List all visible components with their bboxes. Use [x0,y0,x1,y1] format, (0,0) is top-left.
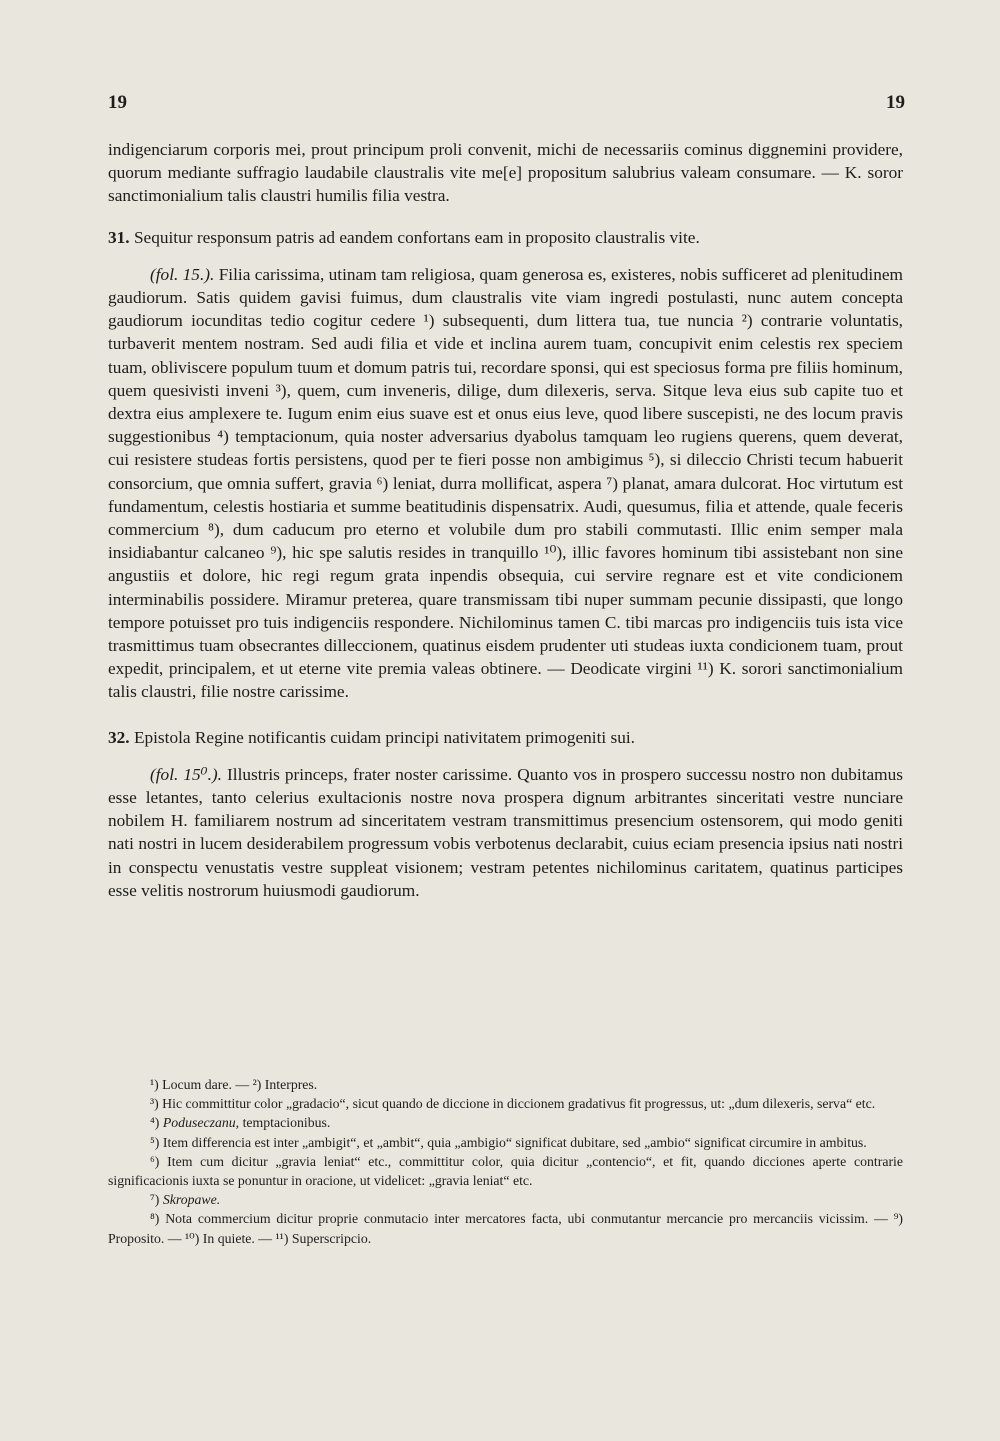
footnote-1-2: ¹) Locum dare. — ²) Interpres. [150,1077,318,1092]
page-number-right: 19 [886,92,905,113]
letter-31-text: Filia carissima, utinam tam religiosa, quam generosa es, existeres, nobis sufficeret ad plenitudinem gaudiorum. Satis quidem gavisi fuimus, dum claustralis vite viam ingredi postulasti, nunc autem concepta gaudiorum iocunditas tedio cogitur cedere ¹) subsequenti, dum littera tua, tue nuncia ²) contrarie voluntatis, turbaverit mentem nostram. Sed audi filia et vide et inclina aurem tuam, concupivit enim celestis rex speciem tuam, obliviscere populum tuum et domum patris tui, recordare sponsi, qui est speciosus forma pre filiis hominum, quem quesivisti inveni ³), quem, cum inveneris, dilige, dum dilexeris, serva. Sitque leva eius sub capite tuo et dextra eius amplexere te. Iugum enim eius suave est et onus eius leve, quod libere suscepisti, ne des locum pravis suggestionibus ⁴) temptacionum, quia noster adversarius dyabolus tamquam leo rugiens querens, quem deverat, cui resistere studeas fortis persistens, quod per te fieri posse non ambigimus ⁵), si dileccio Christi tecum habuerit consorcium, que omnia suffert, gravia ⁶) leniat, durra mollificat, aspera ⁷) planat, amara dulcorat. Hoc virtutum est fundamentum, celestis hostiaria et summe beatitudinis dispensatrix. Audi, quesumus, filia et attende, quale feceris commercium ⁸), dum caducum pro eterno et volubile dum pro stabili commutasti. Illic enim semper mala insidiabantur calcaneo ⁹), hic spe salutis resides in tranquillo ¹⁰), illic favores hominum tibi assistebant non sine angustiis et dolore, hic regi regum grata inpendis obsequia, cui servire regnare est et vite condicionem interminabilis possidere. Miramur preterea, quare transmissam tibi nuper summam pecunie dissipasti, que longo tempore potuisset pro tuis indigenciis respondere. Nichilominus tamen C. tibi marcas pro indigenciis tuis ista vice trasmittimus tuam obsecrantes dilleccionem, quatinus eisdem prudenter uti studeas iuxta condicionem tuam, prout expedit, principalem, et ut eterne vite premia valeas obtinere. — Deodicate virgini ¹¹) K. sorori sanctimonialium talis claustri, filie nostre carissime. [108,264,903,702]
footnote-4 [108,1113,903,1132]
paragraph-continued: indigenciarum corporis mei, prout principum proli convenit, michi de necessariis cominus diggnemini providere, quorum mediante suffragio laudabile claustralis vite me[e] propositum salubrius valeam consumare. — K. soror sanctimonialium talis claustri humilis filia vestra. [108,140,903,206]
main-text [108,138,903,902]
footnote-5: ⁵) Item differencia est inter „ambigit“, et „ambit“, quia „ambigio“ significat dubitare, sed „ambio“ significat circumire in ambitus. [150,1134,867,1150]
letter-heading-32 [108,726,903,749]
footnote-4-text: temptacionibus. [242,1115,331,1131]
footnote-8-11: ⁸) Nota commercium dicitur proprie conmutacio inter mercatores facta, ubi conmutantur mercancie pro mercanciis vicissim. — ⁹) Proposito. — ¹⁰) In quiete. — ¹¹) Superscripcio. [108,1211,903,1246]
footnote-7-term: Skropawe. [162,1192,221,1208]
letter-number-32: 32. [108,727,130,747]
footnote-7-number: ⁷) [150,1192,160,1208]
letter-31-body [108,263,903,704]
footnote-6: ⁶) Item cum dicitur „gravia leniat“ etc., committitur color, quia dicitur „contencio“, et fit, quando dicciones aperte contrarie significacionis iuxta se ponuntur in oracione, ut videlicet: „gravia leniat“ etc. [108,1153,903,1189]
footnotes [108,1075,903,1248]
footnote-3: ³) Hic committitur color „gradacio“, sicut quando de diccione in diccionem gradativus fit progressus, ut: „dum dilexeris, serva“ etc. [150,1096,876,1112]
letter-title-32: Epistola Regine notificantis cuidam principi nativitatem primogeniti sui. [133,727,635,747]
letter-32-body [108,763,903,902]
folio-reference-32: (fol. 15⁰.). [150,764,222,784]
letter-32-text: Illustris princeps, frater noster carissime. Quanto vos in prospero successu nostro non dubitamus esse letantes, tanto celerius exultacionis nostre nova prospera dignum arbitrantes sinceritati vestre nunciare nobilem H. familiarem nostrum ad sinceritatem vestram transmittimus presencium ostensorem, qui modo geniti nati nostri in lucem desiderabilem progressum vobis verbotenus declarabit, cuius eciam presencia ipsius nati nostri in conspectu venustatis vestre suppleat visionem; vestram petentes nichilominus caritatem, quatinus participes esse velitis nostrorum huiusmodi gaudiorum. [108,764,903,900]
letter-heading-31 [108,226,903,249]
letter-title-31: Sequitur responsum patris ad eandem confortans eam in proposito claustralis vite. [133,227,700,247]
page-number-left: 19 [108,92,127,113]
folio-reference-31: (fol. 15.). [150,264,215,284]
footnote-4-number: ⁴) [150,1115,160,1131]
letter-number-31: 31. [108,227,130,247]
footnote-4-term: Poduseczanu, [162,1115,240,1131]
footnote-7 [108,1190,903,1209]
